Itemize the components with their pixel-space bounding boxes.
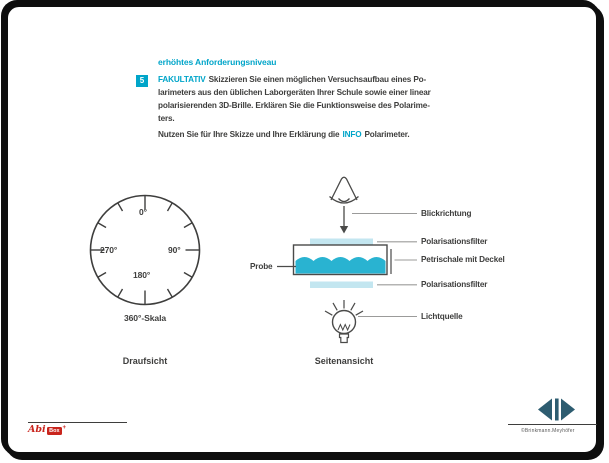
side-view-caption: Seitenansicht [314, 356, 374, 366]
info-reference: INFO [342, 130, 362, 139]
task-line-4: ters. [158, 114, 175, 123]
page-card-frame [3, 2, 601, 457]
task-number-badge: 5 [136, 75, 148, 87]
label-petrischale: Petrischale mit Deckel [421, 255, 505, 264]
note-suffix: Polarimeter. [364, 130, 410, 139]
publisher-credit: ©Brinkmann.Meyhöfer [521, 428, 575, 434]
abibox-logo [28, 425, 66, 435]
prev-next-arrows-icon [536, 397, 578, 422]
footer-left-rule [28, 422, 127, 423]
label-blickrichtung: Blickrichtung [421, 208, 472, 218]
dial-label-90: 90° [168, 245, 181, 255]
task-line-3: polarisierenden 3D-Brille. Erklären Sie die Funktionsweise des Polarime- [158, 101, 430, 110]
label-polarisationsfilter-bottom: Polarisationsfilter [421, 280, 488, 289]
logo-abi-text: Abi [28, 424, 46, 435]
task-line-2: larimeters aus den üblichen Laborgeräten Ihrer Schule sowie einer linear [158, 88, 431, 97]
note-prefix: Nutzen Sie für Ihre Skizze und Ihre Erklärung die [158, 130, 340, 139]
task-keyword: FAKULTATIV [158, 75, 206, 84]
footer-right-rule [508, 424, 597, 425]
task-paragraph [158, 73, 431, 125]
label-polarisationsfilter-top: Polarisationsfilter [421, 237, 488, 246]
page-navigation-arrows[interactable] [536, 397, 578, 422]
dial-label-180: 180° [133, 270, 151, 280]
logo-plus-mark: + [62, 425, 67, 431]
label-lichtquelle: Lichtquelle [421, 311, 463, 321]
logo-box-text: Box [47, 427, 62, 435]
dial-label-270: 270° [100, 245, 118, 255]
label-probe: Probe [250, 261, 273, 271]
dial-label-0: 0° [139, 207, 147, 217]
level-heading: erhöhtes Anforderungsniveau [158, 57, 277, 67]
top-view-caption: Draufsicht [122, 356, 168, 366]
dial-scale-caption: 360°-Skala [123, 313, 167, 323]
task-line-1-text: Skizzieren Sie einen möglichen Versuchsaufbau eines Po- [208, 75, 427, 84]
task-note [158, 130, 410, 139]
task-line-1 [158, 73, 431, 86]
